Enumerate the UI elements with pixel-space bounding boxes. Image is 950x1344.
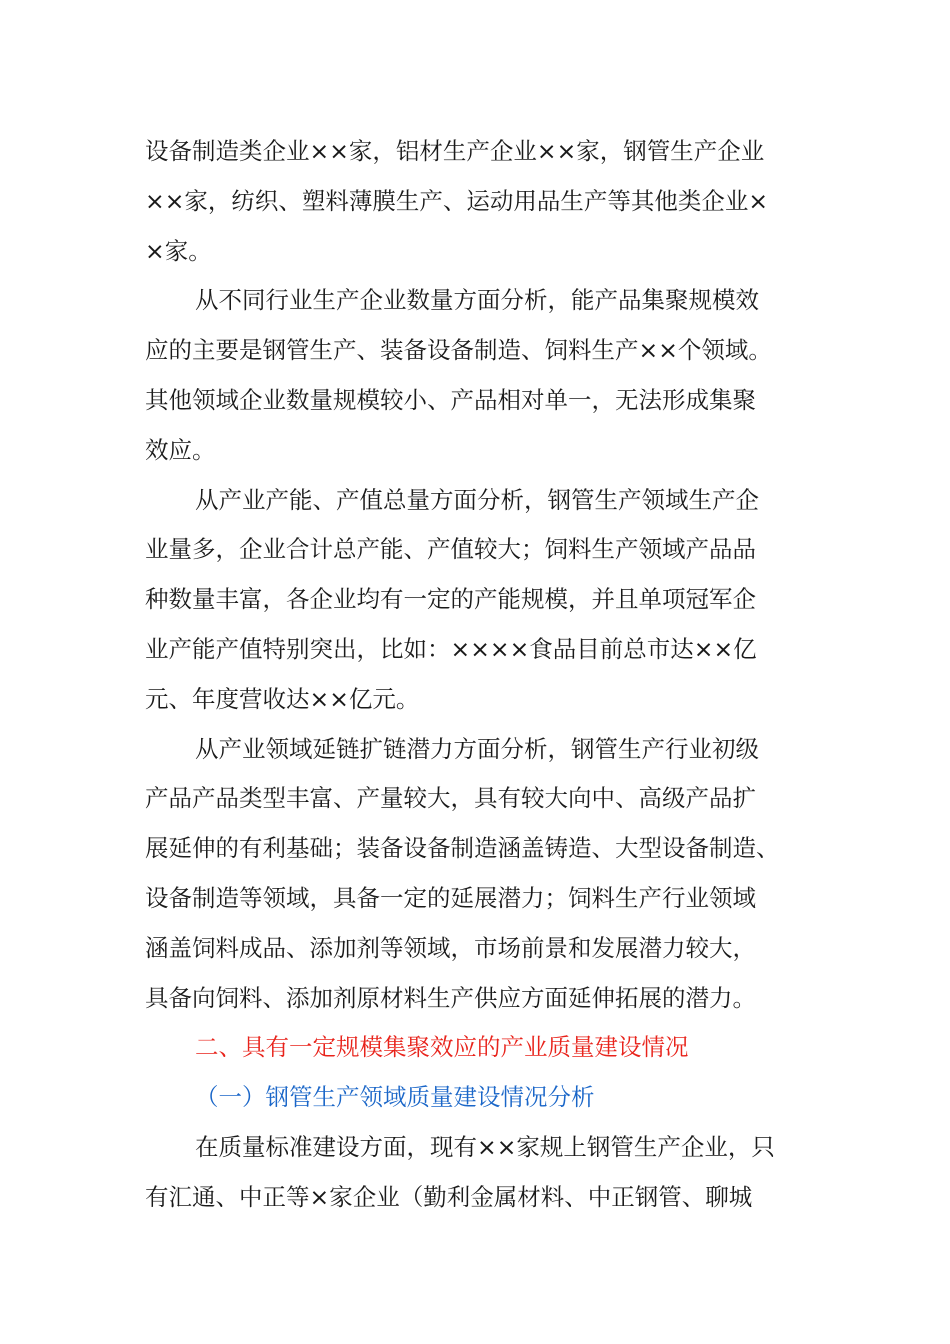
text-line: 展延伸的有利基础；装备设备制造涵盖铸造、大型设备制造、 (145, 834, 780, 863)
text-line: 有汇通、中正等×家企业（勤利金属材料、中正钢管、聊城 (145, 1182, 753, 1211)
text-line: 其他领域企业数量规模较小、产品相对单一，无法形成集聚 (145, 385, 756, 414)
text-line: 设备制造等领域，具备一定的延展潜力；饲料生产行业领域 (145, 883, 756, 912)
text-line: ×家。 (145, 236, 212, 265)
document-body (145, 127, 810, 1223)
text-line: 业产能产值特别突出，比如：××××食品目前总市达××亿 (145, 634, 757, 663)
text-line: 应的主要是钢管生产、装备设备制造、饲料生产××个领域。 (145, 336, 772, 365)
section-heading: 二、具有一定规模集聚效应的产业质量建设情况 (195, 1033, 689, 1062)
subsection-heading: （一）钢管生产领域质量建设情况分析 (195, 1083, 595, 1112)
text-line: 业量多，企业合计总产能、产值较大；饲料生产领域产品品 (145, 535, 756, 564)
paragraph-first-line: 从产业产能、产值总量方面分析，钢管生产领域生产企 (195, 485, 759, 514)
paragraph-first-line: 从不同行业生产企业数量方面分析，能产品集聚规模效 (195, 286, 759, 315)
text-line: 设备制造类企业××家，铝材生产企业××家，钢管生产企业 (145, 137, 765, 165)
paragraph-first-line: 在质量标准建设方面，现有××家规上钢管生产企业，只 (195, 1132, 775, 1161)
text-line: 涵盖饲料成品、添加剂等领域，市场前景和发展潜力较大， (145, 933, 756, 962)
text-line: ××家，纺织、塑料薄膜生产、运动用品生产等其他类企业× (145, 186, 769, 215)
text-line: 元、年度营收达××亿元。 (145, 684, 420, 713)
text-line: 具备向饲料、添加剂原材料生产供应方面延伸拓展的潜力。 (145, 983, 756, 1012)
text-line: 效应。 (145, 435, 216, 464)
text-line: 产品产品类型丰富、产量较大，具有较大向中、高级产品扩 (145, 784, 756, 813)
text-line: 种数量丰富，各企业均有一定的产能规模，并且单项冠军企 (145, 585, 756, 614)
paragraph-first-line: 从产业领域延链扩链潜力方面分析，钢管生产行业初级 (195, 734, 759, 763)
